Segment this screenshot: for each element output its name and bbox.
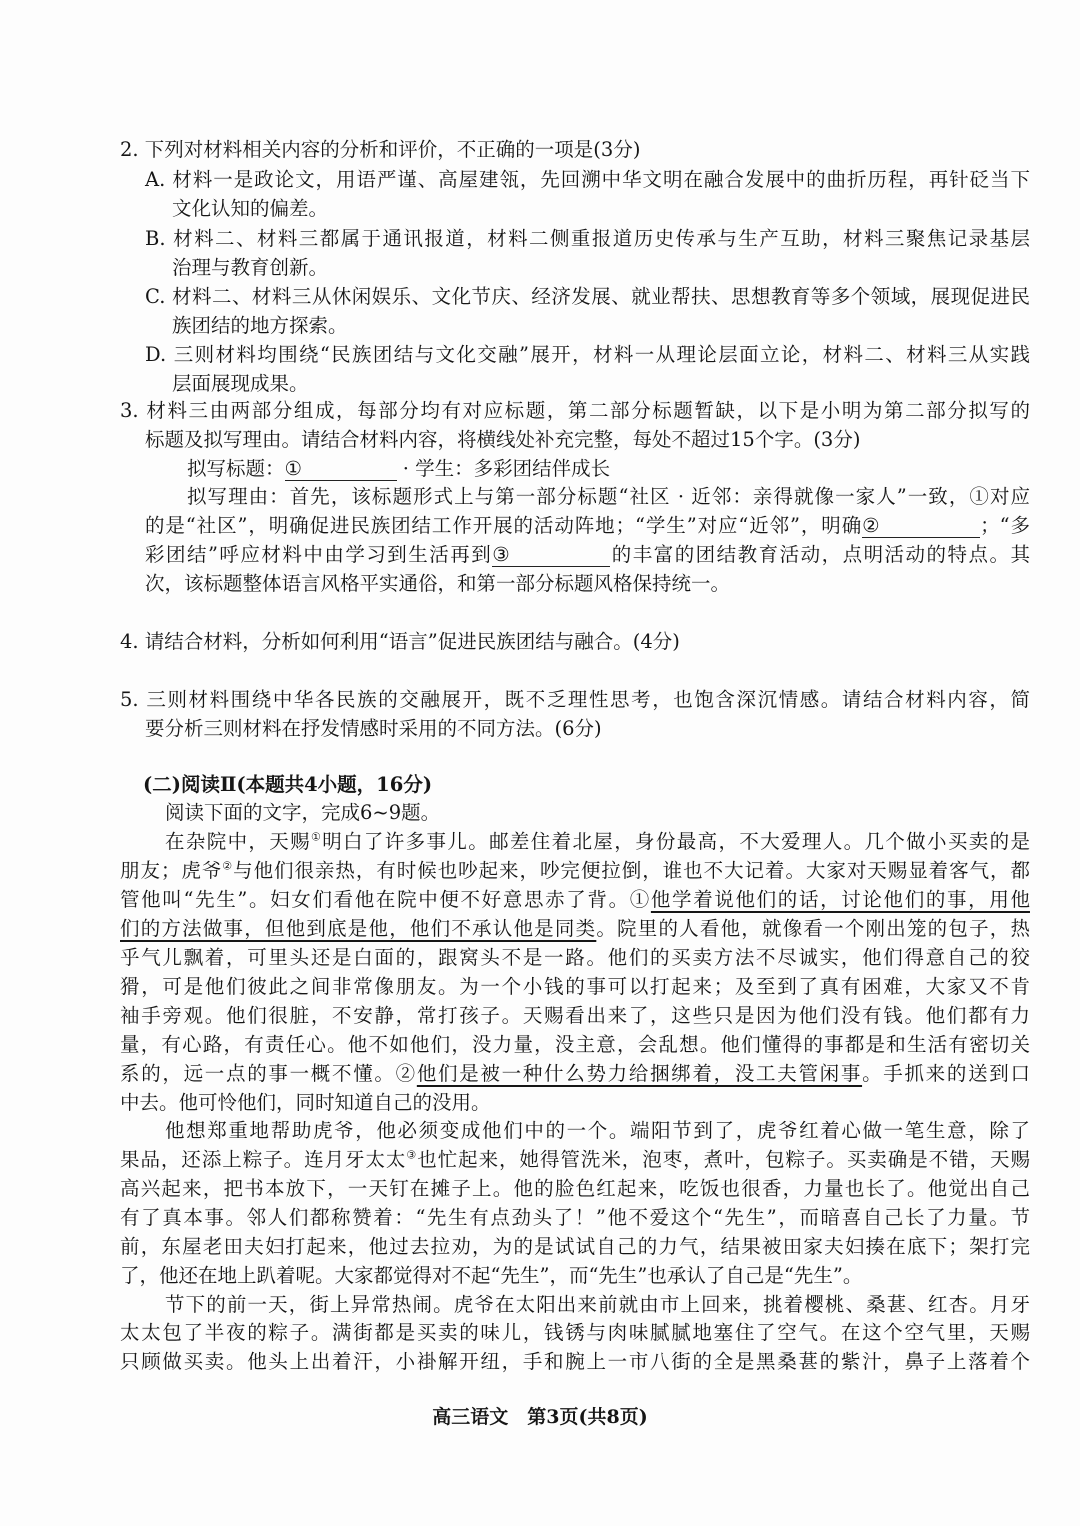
- text: ；“多: [980, 514, 1030, 537]
- text: 明白了许多事儿。邮差住着北屋，身份最高，不大爱理人。几个做小买卖的是: [322, 830, 1030, 853]
- text: 也忙起来，她得管洗米，泡枣，煮叶，包粽子。买卖确是不错，天赐: [417, 1148, 1030, 1171]
- text: D. 三则材料均围绕“民族团结与文化交融”展开，材料一从理论层面立论，材料二、材料三从实践: [145, 343, 1030, 366]
- answer-blank: ①: [285, 458, 397, 481]
- text: 治理与教育创新。: [172, 256, 329, 279]
- text: 族团结的地方探索。: [172, 314, 348, 337]
- text-line-q: [120, 629, 680, 655]
- text-line-qc: [145, 716, 602, 742]
- text-line-sub2: [187, 484, 1030, 510]
- text: · 学生：多彩团结伴成长: [396, 457, 611, 480]
- text-line-body: [120, 1061, 1030, 1087]
- text-line-body: [120, 1263, 862, 1289]
- text-line-para: [165, 800, 440, 826]
- text: 中去。他可怜他们，同时知道自己的没用。: [120, 1091, 491, 1114]
- text-line-optc: [172, 196, 328, 222]
- text: C. 材料二、材料三从休闲娱乐、文化节庆、经济发展、就业帮扶、思想教育等多个领域，展现促进民: [145, 285, 1030, 308]
- text-line-body: [120, 1176, 1030, 1202]
- text: 彩团结”呼应材料中由学习到生活再到: [145, 543, 493, 566]
- text-line-body: [120, 887, 1030, 913]
- footnote-marker: ②: [222, 859, 234, 873]
- text-line-q: [120, 687, 1030, 713]
- text-line-body: [120, 1205, 1030, 1231]
- text: B. 材料二、材料三都属于通讯报道，材料二侧重报道历史传承与生产互助，材料三聚焦记录基层: [145, 227, 1030, 250]
- text: 拟写理由：首先，该标题形式上与第一部分标题“社区 · 近邻：亲得就像一家人”一致，①对应: [187, 485, 1030, 508]
- text-line-opt: [145, 167, 1030, 193]
- text: 在杂院中，天赐: [165, 830, 311, 853]
- text: 太太包了半夜的粽子。满街都是买卖的味儿，钱锈与肉味腻腻地塞住了空气。在这个空气里，天赐: [120, 1321, 1030, 1344]
- text: 量，有心路，有责任心。他不如他们，没力量，没主意，会乱想。他们懂得的事都是和生活有密切关: [120, 1033, 1030, 1056]
- text-line-qc: [145, 427, 860, 453]
- underlined-text: 们的方法做事，但他到底是他，他们不承认他是同类: [120, 917, 597, 940]
- text: 只顾做买卖。他头上出着汗，小褂解开纽，手和腕上一市八街的全是黑桑葚的紫汁，鼻子上落着个: [120, 1350, 1030, 1373]
- text: 袖手旁观。他们很脏，不安静，常打孩子。天赐看出来了，这些只是因为他们没有钱。他们都有力: [120, 1004, 1030, 1027]
- text-line-body: [120, 1234, 1030, 1260]
- text: 有了真本事。邻人们都称赞着：“先生有点劲头了！”他不爱这个“先生”，而暗喜自己长了力量。节: [120, 1206, 1030, 1229]
- text-line-qc: [145, 571, 730, 597]
- text: 5. 三则材料围绕中华各民族的交融展开，既不乏理性思考，也饱含深沉情感。请结合材料内容，简: [120, 688, 1030, 711]
- text: 3. 材料三由两部分组成，每部分均有对应标题，第二部分标题暂缺，以下是小明为第二部分拟写的: [120, 399, 1030, 422]
- text-line-body: [120, 974, 1030, 1000]
- answer-blank: ②: [862, 515, 980, 538]
- text-line-body: [120, 1090, 491, 1116]
- text: A. 材料一是政论文，用语严谨、高屋建瓴，先回溯中华文明在融合发展中的曲折历程，再针砭当下: [145, 168, 1030, 191]
- text-line-sec: [143, 772, 432, 798]
- text-line-q: [120, 398, 1030, 424]
- text-line-sub: [187, 456, 610, 482]
- text-line-optc: [172, 255, 328, 281]
- text: 4. 请结合材料，分析如何利用“语言”促进民族团结与融合。(4分): [120, 630, 680, 653]
- text: 朋友；虎爷: [120, 859, 223, 882]
- text: 。手抓来的送到口: [862, 1062, 1030, 1085]
- text-line-opt: [145, 226, 1030, 252]
- text-line-para: [165, 829, 1030, 855]
- text-line-para: [165, 1292, 1030, 1318]
- footnote-marker: ③: [406, 1148, 418, 1162]
- text: 高兴起来，把书本放下，一天钉在摊子上。他的脸色红起来，吃饭也很香，力量也长了。他觉出自己: [120, 1177, 1030, 1200]
- text-line-qc: [145, 513, 1030, 539]
- text: 拟写标题：: [187, 457, 285, 480]
- footnote-marker: ①: [311, 830, 323, 844]
- text-line-opt: [145, 284, 1030, 310]
- text: 2. 下列对材料相关内容的分析和评价，不正确的一项是(3分): [120, 138, 641, 161]
- underlined-text: 他们是被一种什么势力给捆绑着，没工夫管闲事: [416, 1062, 863, 1085]
- page-footer: 高三语文 第3页(共8页): [432, 1406, 648, 1428]
- text: 要分析三则材料在抒发情感时采用的不同方法。(6分): [145, 717, 602, 740]
- text: 的丰富的团结教育活动，点明活动的特点。其: [610, 543, 1030, 566]
- text-line-body: [120, 1032, 1030, 1058]
- text: 前，东屋老田夫妇打起来，他过去拉劝，为的是试试自己的力气，结果被田家夫妇揍在底下；架打完: [120, 1235, 1030, 1258]
- text: 标题及拟写理由。请结合材料内容，将横线处补充完整，每处不超过15个字。(3分): [145, 428, 861, 451]
- text: 。院里的人看他，就像看一个刚出笼的包子，热: [596, 917, 1030, 940]
- text: 文化认知的偏差。: [172, 197, 329, 220]
- text: 与他们很亲热，有时候也吵起来，吵完便拉倒，谁也不大记着。大家对天赐显着客气，都: [233, 859, 1030, 882]
- text: 次，该标题整体语言风格平实通俗，和第一部分标题风格保持统一。: [145, 572, 731, 595]
- text-line-qc: [145, 542, 1030, 568]
- text-line-para: [165, 1118, 1030, 1144]
- text: 管他叫“先生”。妇女们看他在院中便不好意思赤了背。①: [120, 888, 651, 911]
- text-line-body: [120, 916, 1030, 942]
- text: 层面展现成果。: [172, 372, 309, 395]
- text: 果品，还添上粽子。连月牙太太: [120, 1148, 407, 1171]
- text: (二)阅读Ⅱ(本题共4小题，16分): [143, 773, 433, 796]
- text-line-body: [120, 1147, 1030, 1173]
- answer-blank: ③: [492, 544, 610, 567]
- text: 系的，远一点的事一概不懂。②: [120, 1062, 417, 1085]
- text: 节下的前一天，街上异常热闹。虎爷在太阳出来前就由市上回来，挑着樱桃、桑葚、红杏。月牙: [165, 1293, 1030, 1316]
- text-line-optc: [172, 313, 348, 339]
- underlined-text: 他学着说他们的话，讨论他们的事，用他: [650, 888, 1030, 911]
- text: 他想郑重地帮助虎爷，他必须变成他们中的一个。端阳节到了，虎爷红着心做一笔生意，除了: [165, 1119, 1030, 1142]
- text-line-body: [120, 945, 1030, 971]
- text: 阅读下面的文字，完成6~9题。: [165, 801, 441, 824]
- text-line-opt: [145, 342, 1030, 368]
- text: 了，他还在地上趴着呢。大家都觉得对不起“先生”，而“先生”也承认了自己是“先生”。: [120, 1264, 863, 1287]
- text-line-body: [120, 858, 1030, 884]
- text: 乎气儿飘着，可里头还是白面的，跟窝头不是一路。他们的买卖方法不尽诚实，他们得意自己的狡: [120, 946, 1030, 969]
- text-line-q: [120, 137, 640, 163]
- text-line-body: [120, 1320, 1030, 1346]
- text-line-body: [120, 1349, 1030, 1375]
- text-line-optc: [172, 371, 309, 397]
- text: 猾，可是他们彼此之间非常像朋友。为一个小钱的事可以打起来；及至到了真有困难，大家又不肯: [120, 975, 1030, 998]
- text: 的是“社区”，明确促进民族团结工作开展的活动阵地；“学生”对应“近邻”，明确: [145, 514, 863, 537]
- text-line-body: [120, 1003, 1030, 1029]
